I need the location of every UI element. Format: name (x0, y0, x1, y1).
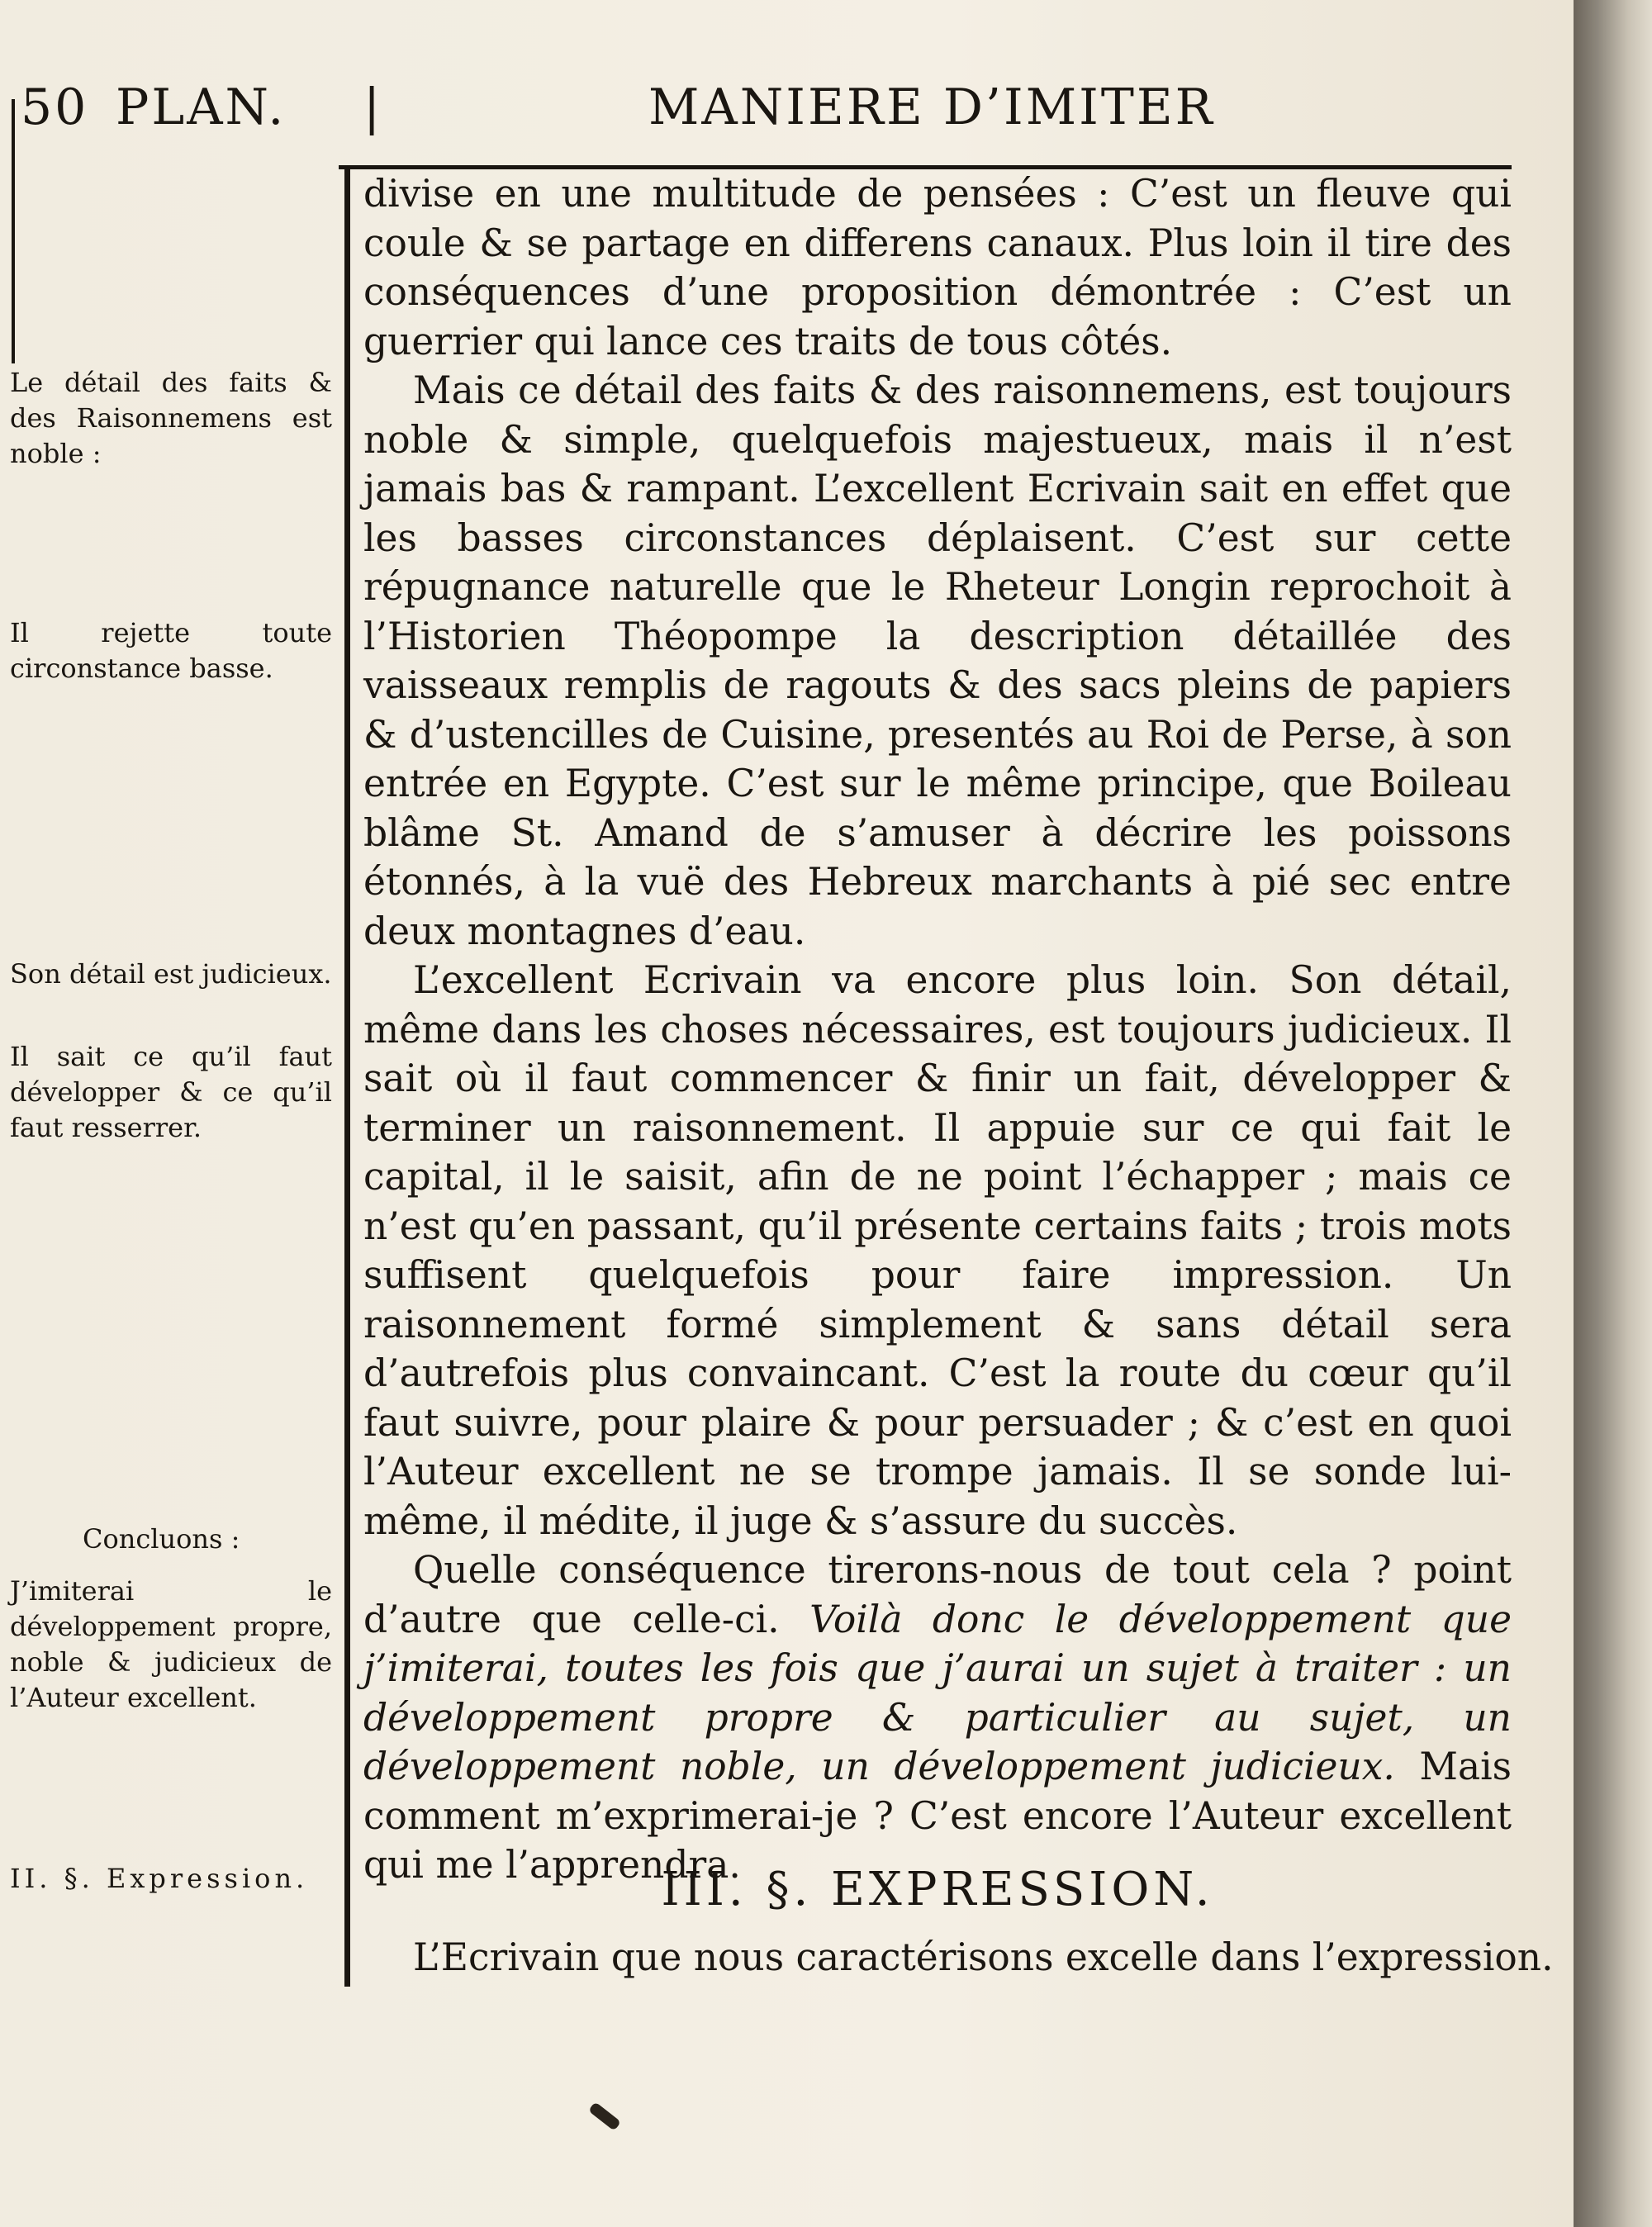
margin-note: Concluons : (83, 1523, 240, 1555)
margin-note: J’imiterai le développement propre, noble & judicieux de l’Auteur excellent. (10, 1575, 332, 1713)
paragraph: L’excellent Ecrivain va encore plus loin. Son détail, même dans les choses nécessaires, est toujours judicieux. Il sait où il faut commencer & finir un fait, développer & terminer un raisonnement. Il appuie sur ce qui fait le capital, il le saisit, afin de ne point l’échapper ; mais ce n’est qu’en passant, qu’il présente certains faits ; trois mots suffisent quelquefois pour faire impression. Un raisonnement formé simplement & sans détail sera d’autrefois plus convaincant. C’est la route du cœur qu’il faut suivre, pour plaire & pour persuader ; & c’est en quoi l’Auteur excellent ne se trompe jamais. Il se sonde lui-même, il médite, il juge & s’assure du succès. (363, 958, 1512, 1543)
paragraph: Mais ce détail des faits & des raisonnemens, est toujours noble & simple, quelquefois majestueux, mais il n’est jamais bas & rampant. L’excellent Ecrivain sait en effet que les basses circonstances déplaisent. C’est sur cette répugnance naturelle que le Rheteur Longin reprochoit à l’Historien Théopompe la description détaillée des vaisseaux remplis de ragouts & des sacs pleins de papiers & d’ustencilles de Cuisine, presentés au Roi de Perse, à son entrée en Egypte. C’est sur le même principe, que Boileau blâme St. Amand de s’amuser à décrire les poissons étonnés, à la vuë des Hebreux marchants à pié sec entre deux montagnes d’eau. (363, 368, 1512, 953)
book-spine-edge (1574, 0, 1652, 2227)
conclusion-lead: Quelle conséquence tirerons-nous de tout cela ? point d’autre que celle-ci. (363, 1548, 1512, 1641)
conclusion-italic: Voilà donc le développement que j’imiterai, toutes les fois que j’aurai un sujet à traiter : un développement propre & particulier au sujet, un développement noble, un développement judicieux. (363, 1597, 1512, 1788)
header-divider: | (363, 78, 383, 136)
margin-note: Son détail est judicieux. (10, 958, 332, 990)
running-head-title: MANIERE D’IMITER (648, 78, 1215, 136)
section-first-line: L’Ecrivain que nous caractérisons excelle dans l’expression. (413, 1935, 1554, 1979)
gutter-rule (344, 165, 350, 1987)
main-text (363, 169, 1512, 1890)
conclusion-paragraph (363, 1546, 1512, 1890)
margin-section-label: II. §. Expression. (10, 1863, 309, 1894)
running-head-left: PLAN. (116, 78, 287, 136)
margin-note: Le détail des faits & des Raisonnemens est noble : (10, 367, 332, 469)
conclusion-tail: Mais comment m’exprimerai-je ? C’est encore l’Auteur excellent qui me l’apprendra. (363, 1745, 1512, 1887)
section-heading: III. §. EXPRESSION. (661, 1863, 1214, 1916)
page-number: 50 (21, 78, 89, 136)
margin-note: Il sait ce qu’il faut développer & ce qu’il faut resserrer. (10, 1041, 332, 1143)
margin-note: Il rejette toute circonstance basse. (10, 617, 332, 684)
paragraph: divise en une multitude de pensées : C’est un fleuve qui coule & se partage en differens canaux. Plus loin il tire des conséquences d’une proposition démontrée : C’est un guerrier qui lance ces traits de tous côtés. (363, 172, 1512, 363)
